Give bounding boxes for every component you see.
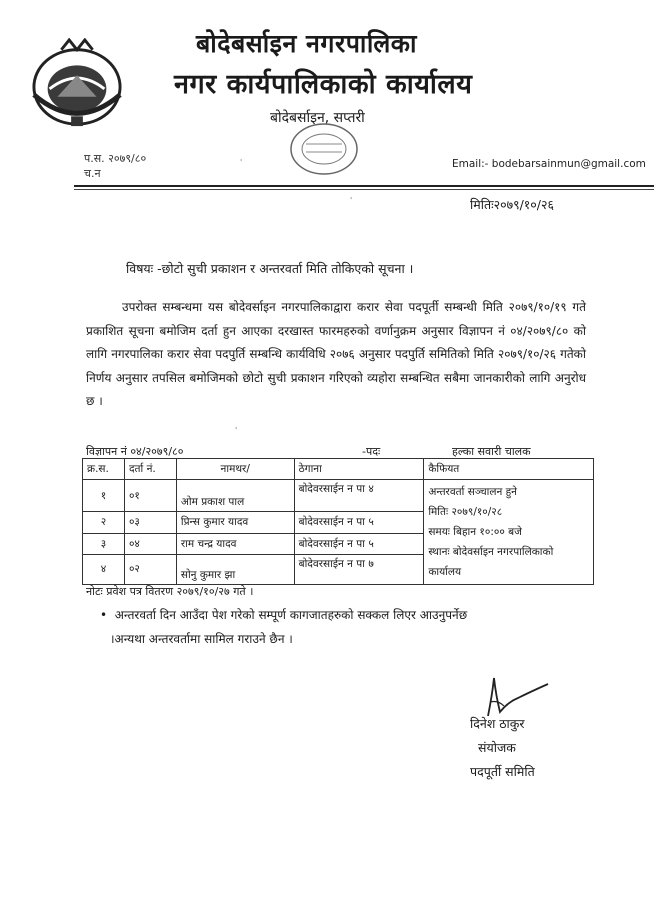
candidate-table <box>82 458 594 585</box>
nepal-emblem-logo <box>28 38 126 130</box>
registration-cell: ०३ <box>124 512 176 533</box>
notice-body: उपरोक्त सम्बन्धमा यस बोदेवर्साइन नगरपालिकाद्वारा करार सेवा पदपूर्ती सम्बन्धी मिति २०७९/१०/१९ गते प्रकाशित सूचना बमोजिम दर्ता हुन आएका दरखास्त फारमहरुको वर्णानुक्रम अनुसार विज्ञापन नं ०४/२०७९/८० को लागि नगरपालिका करार सेवा पदपुर्ति सम्बन्धि कार्यविधि २०७६ अनुसार पदपुर्ति समितिको मिति २०७९/१०/२६ गतेको निर्णय अनुसार तपसिल बमोजिमको छोटो सुची प्रकाशन गरिएको व्यहोरा सम्बन्धित सबैमा जानकारीको लागि अनुरोध छ । <box>86 300 586 408</box>
post-value: हल्का सवारी चालक <box>452 445 531 458</box>
header-divider-thin <box>74 189 654 190</box>
bullet-icon: • <box>100 608 115 622</box>
header-divider <box>74 185 654 187</box>
remark-line: मितिः २०७९/१०/२८ <box>428 506 503 518</box>
notice-date: मितिः२०७९/१०/२६ <box>470 197 555 212</box>
scan-dot: ' <box>240 158 243 167</box>
signatory-name: दिनेश ठाकुर <box>470 716 525 731</box>
name-cell: सोनु कुमार झा <box>176 554 294 584</box>
reference-number: प.स. २०७९/८० <box>84 152 147 165</box>
post-label: -पदः <box>362 445 381 458</box>
office-address: बोदेबर्साइन, सप्तरी <box>270 110 365 126</box>
remark-line: कार्यालय <box>428 566 462 578</box>
scan-dot: ' <box>350 196 353 205</box>
header-serial: क्र.स. <box>83 459 125 480</box>
signatory-block <box>470 712 535 784</box>
table-header-row <box>83 459 594 480</box>
serial-cell: २ <box>83 512 125 533</box>
remark-line: अन्तरवर्ता सञ्चालन हुने <box>428 486 518 498</box>
signatory-committee: पदपूर्ती समिति <box>470 764 535 779</box>
address-cell: बोदेवरसाईन न पा ७ <box>294 554 424 584</box>
serial-cell: ४ <box>83 554 125 584</box>
address-cell: बोदेवरसाईन न पा ५ <box>294 512 424 533</box>
instruction-text1: अन्तरवर्ता दिन आउँदा पेश गरेको सम्पूर्ण कागजातहरुको सक्कल लिएर आउनुपर्नेछ <box>114 608 468 622</box>
remark-line: स्थानः बोदेवर्साइन नगरपालिकाको <box>428 546 554 558</box>
scan-dot: ' <box>235 426 238 435</box>
header-address: ठेगाना <box>294 459 424 480</box>
note-text: नोटः प्रवेश पत्र वितरण २०७९/१०/२७ गते । <box>86 585 254 598</box>
serial-cell: ३ <box>83 533 125 554</box>
remark-line: समयः बिहान १०:०० बजे <box>428 526 522 538</box>
serial-cell: १ <box>83 480 125 512</box>
header-registration: दर्ता नं. <box>124 459 176 480</box>
notice-subject: विषयः -छोटो सुची प्रकाशन र अन्तरवर्ता मिति तोकिएको सूचना । <box>126 261 414 276</box>
registration-cell: ०२ <box>124 554 176 584</box>
registration-cell: ०१ <box>124 480 176 512</box>
remarks-cell <box>424 480 594 585</box>
registration-cell: ०४ <box>124 533 176 554</box>
advertisement-number: विज्ञापन नं ०४/२०७९/८० <box>86 445 184 458</box>
dispatch-number: च.न <box>84 167 101 180</box>
office-title-line1: बोदेबर्साइन नगरपालिका <box>196 29 417 58</box>
reference-block <box>84 151 146 181</box>
signatory-role: संयोजक <box>478 740 516 755</box>
office-title-line2: नगर कार्यपालिकाको कार्यालय <box>174 69 473 100</box>
name-cell: राम चन्द्र यादव <box>176 533 294 554</box>
address-cell: बोदेवरसाईन न पा ४ <box>294 480 424 512</box>
header-remarks: कैफियत <box>424 459 594 480</box>
office-email: Email:- bodebarsainmun@gmail.com <box>452 158 646 170</box>
name-cell: प्रिन्स कुमार यादव <box>176 512 294 533</box>
office-stamp <box>288 120 360 178</box>
name-cell: ओम प्रकाश पाल <box>176 480 294 512</box>
header-name: नामथर/ <box>176 459 294 480</box>
table-row <box>83 480 594 512</box>
instruction-line1 <box>100 606 467 623</box>
address-cell: बोदेवरसाईन न पा ५ <box>294 533 424 554</box>
instruction-line2: ।अन्यथा अन्तरवर्तामा सामिल गराउने छैन । <box>110 632 293 646</box>
